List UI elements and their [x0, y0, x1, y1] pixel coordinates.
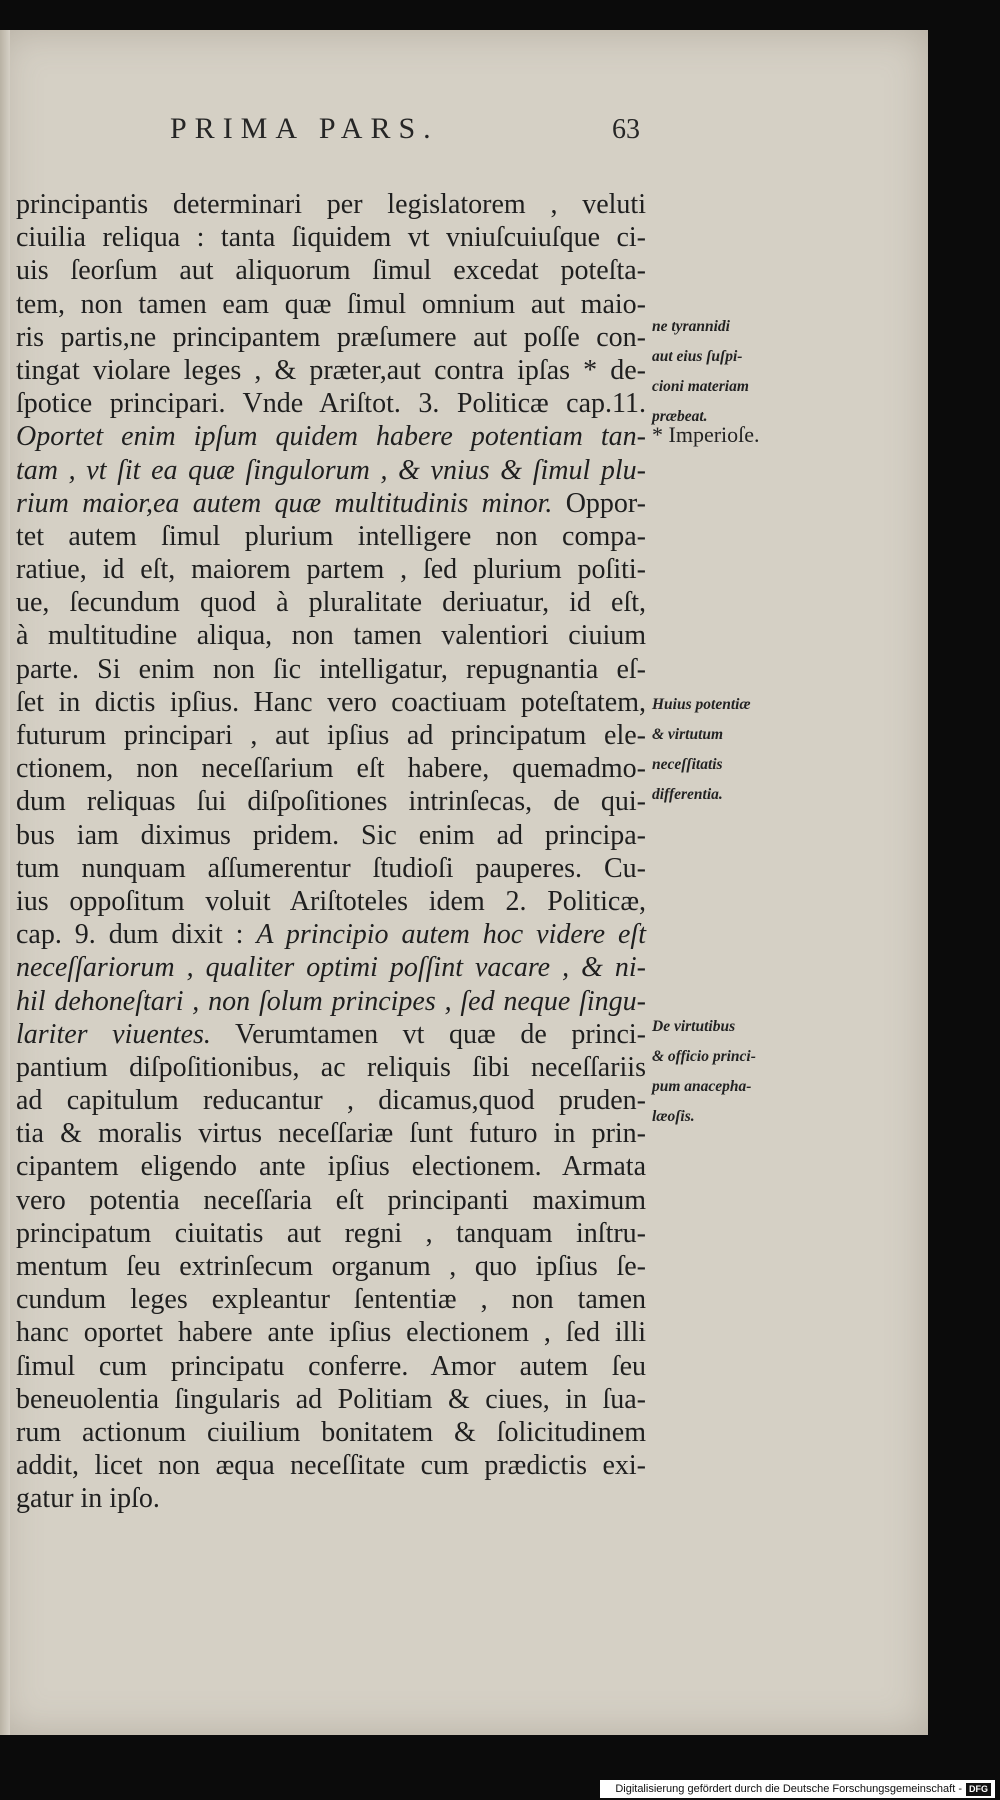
- text-line: bus iam diximus pridem. Sic enim ad principa-: [16, 819, 646, 851]
- marginal-note-line: Huius potentiæ: [652, 696, 751, 713]
- page-number: 63: [612, 114, 640, 145]
- text-line: gatur in ipſo.: [16, 1483, 160, 1515]
- running-head: PRIMA PARS.: [170, 112, 439, 145]
- text-line: Oportet enim ipſum quidem habere potentiam tan-: [16, 421, 646, 453]
- text-line: principatum ciuitatis aut regni , tanquam inſtru-: [16, 1217, 646, 1249]
- text-line: dum reliquas ſui diſpoſitiones intrinſecas, de qui-: [16, 786, 646, 818]
- digitization-credit: [600, 1780, 995, 1798]
- text-line: à multitudine aliqua, non tamen valentiori ciuium: [16, 620, 646, 652]
- text-line: uis ſeorſum aut aliquorum ſimul excedat poteſta-: [16, 255, 646, 287]
- text-line: hil dehoneſtari , non ſolum principes , ſed neque ſingu-: [16, 985, 646, 1017]
- text-line: ris partis,ne principantem præſumere aut poſſe con-: [16, 321, 646, 353]
- text-line: tet autem ſimul plurium intelligere non compa-: [16, 520, 646, 552]
- text-line: principantis determinari per legislatorem , veluti: [16, 189, 646, 220]
- page-gutter: [0, 30, 10, 1735]
- text-line: futurum principari , aut ipſius ad principatum ele-: [16, 720, 646, 751]
- text-line: hanc oportet habere ante ipſius electionem , ſed illi: [16, 1317, 646, 1349]
- text-line: neceſſariorum , qualiter optimi poſſint vacare , & ni-: [16, 952, 646, 984]
- marginal-note-tyranny: [652, 312, 802, 432]
- marginal-note-line: læoſis.: [652, 1108, 695, 1125]
- marginal-note-imperiose: [652, 420, 802, 450]
- text-line: [16, 1018, 646, 1051]
- text-line: ctionem, non neceſſarium eſt habere, quemadmo-: [16, 753, 646, 785]
- text-line: ad capitulum reducantur , dicamus,quod pruden-: [16, 1085, 646, 1117]
- marginal-note-line: * Imperioſe.: [652, 422, 760, 447]
- text-line: [16, 487, 646, 520]
- text-line: tam , vt ſit ea quæ ſingulorum , & vnius & ſimul plu-: [16, 454, 646, 486]
- marginal-note-line: præbeat.: [652, 408, 708, 425]
- marginal-note-line: ne tyrannidi: [652, 318, 730, 335]
- marginal-note-line: aut eius ſuſpi-: [652, 348, 743, 365]
- roman-segment: cap. 9. dum dixit :: [16, 919, 257, 951]
- text-line: ſet in dictis ipſius. Hanc vero coactiuam poteſtatem,: [16, 686, 646, 718]
- marginal-note-line: pum anacepha-: [652, 1078, 752, 1095]
- marginal-note-line: De virtutibus: [652, 1018, 736, 1035]
- text-line: parte. Si enim non ſic intelligatur, repugnantia eſ-: [16, 653, 646, 685]
- marginal-note-line: & virtutum: [652, 726, 724, 743]
- marginal-note-potentia: [652, 690, 802, 810]
- text-line: tingat violare leges , & præter,aut contra ipſas * de-: [16, 354, 646, 386]
- text-line: ſimul cum principatu conferre. Amor autem ſeu: [16, 1350, 646, 1382]
- text-line: ratiue, id eſt, maiorem partem , ſed plurium poſiti-: [16, 554, 646, 586]
- text-line: rum actionum ciuilium bonitatem & ſolicitudinem: [16, 1416, 646, 1448]
- italic-segment: lariter viuentes.: [16, 1018, 211, 1050]
- marginal-note-line: differentia.: [652, 786, 723, 803]
- marginal-note-line: neceſſitatis: [652, 756, 723, 773]
- text-line: addit, licet non æqua neceſſitate cum prædictis exi-: [16, 1450, 646, 1482]
- dfg-logo: DFG: [966, 1783, 991, 1796]
- italic-segment: rium maior,ea autem quæ multitudinis minor.: [16, 487, 553, 519]
- text-line: ius oppoſitum voluit Ariſtoteles idem 2. Politicæ,: [16, 885, 646, 917]
- text-line: ciuilia reliqua : tanta ſiquidem vt vniuſcuiuſque ci-: [16, 222, 646, 254]
- text-line: mentum ſeu extrinſecum organum , quo ipſius ſe-: [16, 1251, 646, 1282]
- marginal-note-line: & officio princi-: [652, 1048, 756, 1065]
- text-line: pantium diſpoſitionibus, ac reliquis ſibi neceſſariis: [16, 1051, 646, 1083]
- text-line: ue, ſecundum quod à pluralitate deriuatur, id eſt,: [16, 587, 646, 619]
- italic-segment: A principio autem hoc videre eſt: [256, 919, 646, 951]
- text-line: cipantem eligendo ante ipſius electionem. Armata: [16, 1151, 646, 1183]
- roman-segment: Oppor-: [552, 487, 646, 519]
- text-line: tem, non tamen eam quæ ſimul omnium aut maio-: [16, 288, 646, 320]
- text-line: ſpotice principari. Vnde Ariſtot. 3. Politicæ cap.11.: [16, 388, 646, 420]
- text-line: vero potentia neceſſaria eſt principanti maximum: [16, 1184, 646, 1216]
- marginal-note-virtutibus: [652, 1012, 802, 1132]
- text-line: cundum leges expleantur ſententiæ , non tamen: [16, 1284, 646, 1316]
- marginal-note-line: cioni materiam: [652, 378, 749, 395]
- text-line: beneuolentia ſingularis ad Politiam & ciues, in ſua-: [16, 1383, 646, 1415]
- body-text: [16, 188, 646, 1516]
- text-line: [16, 918, 646, 951]
- text-line: tum nunquam aſſumerentur ſtudioſi pauperes. Cu-: [16, 852, 646, 884]
- credit-text: Digitalisierung gefördert durch die Deutsche Forschungsgemeinschaft -: [615, 1783, 962, 1795]
- roman-segment: Verumtamen vt quæ de princi-: [210, 1018, 647, 1050]
- text-line: tia & moralis virtus neceſſariæ ſunt futuro in prin-: [16, 1118, 646, 1150]
